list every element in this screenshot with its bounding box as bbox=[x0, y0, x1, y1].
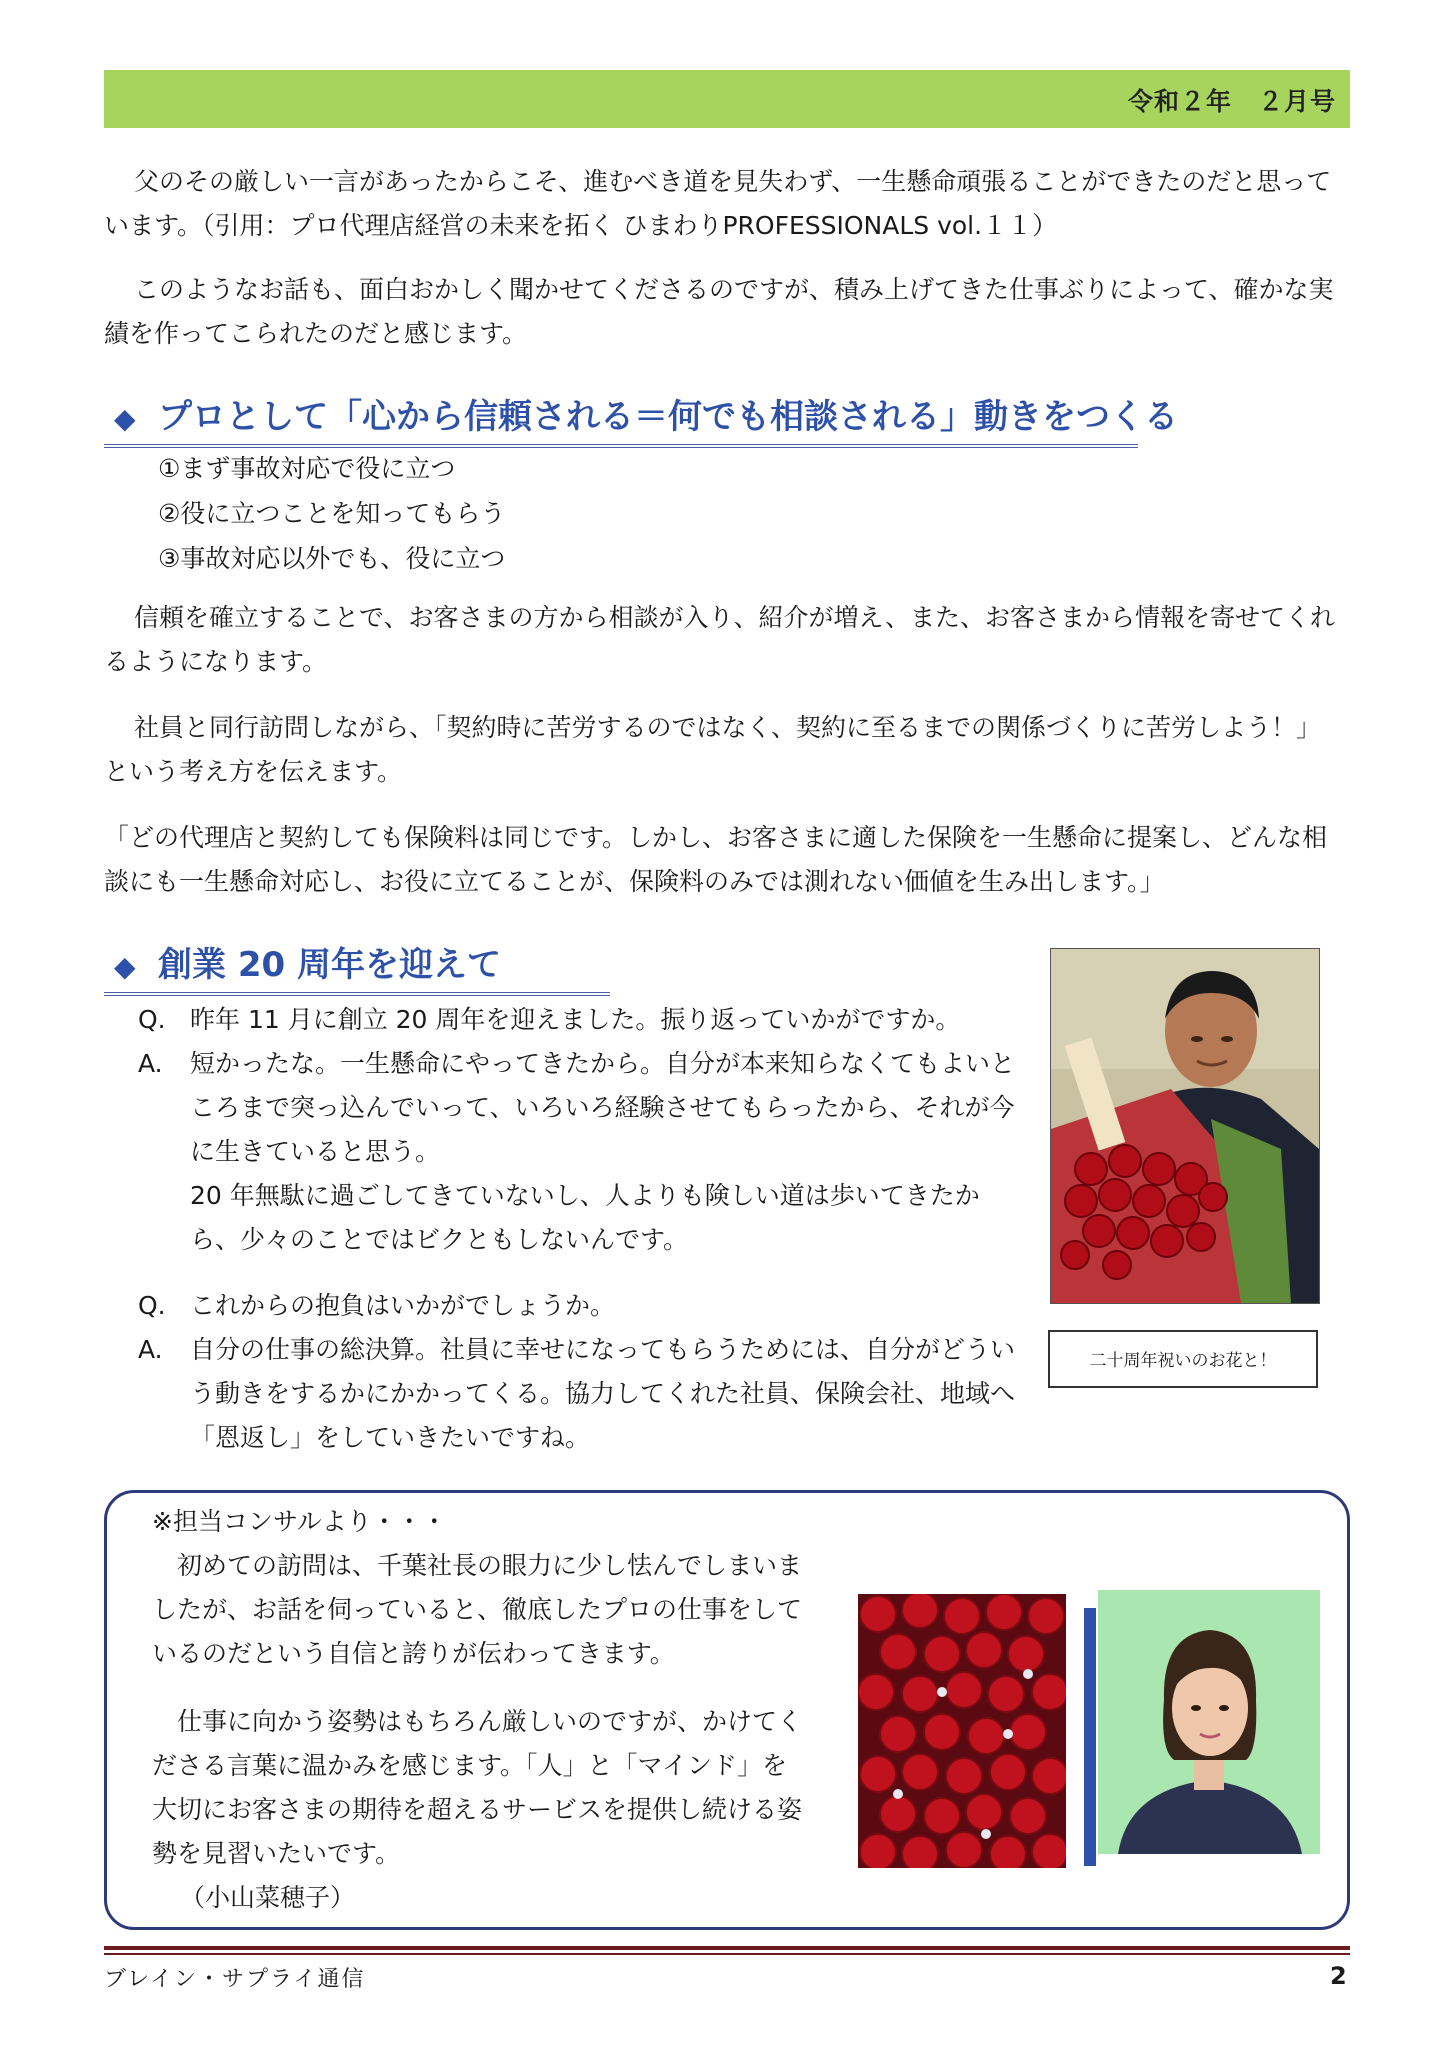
answer-text: 短かったな。一生懸命にやってきたから。自分が本来知らなくてもよいところまで突っ込んでいって、いろいろ経験させてもらったから、それが今に生きていると思う。 bbox=[190, 1049, 1016, 1166]
question-mark: Q. bbox=[138, 1005, 166, 1034]
section-heading-trust bbox=[104, 392, 1178, 448]
photo-border-accent bbox=[1084, 1608, 1096, 1866]
header-bar bbox=[104, 70, 1350, 128]
interview-qa bbox=[138, 998, 1018, 1460]
photo-caption: 二十周年祝いのお花と！ bbox=[1048, 1330, 1318, 1388]
list-item: ③事故対応以外でも、役に立つ bbox=[158, 544, 506, 573]
question-text: これからの抱負はいかがでしょうか。 bbox=[190, 1291, 616, 1320]
roses-photo bbox=[858, 1594, 1066, 1868]
consultant-signature: （小山菜穂子） bbox=[180, 1883, 356, 1912]
paragraph-father-quote: 父のその厳しい一言があったからこそ、進むべき道を見失わず、一生懸命頑張ることができたのだと思っています。（引用：プロ代理店経営の未来を拓く ひまわりPROFESSIONALS vol.１１） bbox=[104, 167, 1332, 240]
answer-row bbox=[138, 1328, 1018, 1460]
list-item: ①まず事故対応で役に立つ bbox=[158, 454, 456, 483]
consultant-photo bbox=[1098, 1590, 1320, 1854]
question-row bbox=[138, 1284, 1018, 1328]
issue-date: 令和２年 ２月号 bbox=[1127, 87, 1336, 116]
consultant-heading: ※担当コンサルより・・・ bbox=[152, 1507, 447, 1536]
trust-steps-list bbox=[158, 446, 505, 581]
question-text: 昨年 11 月に創立 20 周年を迎えました。振り返っていかがですか。 bbox=[190, 1005, 961, 1034]
answer-mark: A. bbox=[138, 1335, 163, 1364]
list-item: ②役に立つことを知ってもらう bbox=[158, 499, 506, 528]
publication-name: ブレイン・サプライ通信 bbox=[104, 1967, 366, 1992]
page-number: 2 bbox=[1330, 1962, 1347, 1990]
answer-text: 自分の仕事の総決算。社員に幸せになってもらうためには、自分がどういう動きをするかにかかってくる。協力してくれた社員、保険会社、地域へ「恩返し」をしていきたいですね。 bbox=[190, 1335, 1016, 1452]
question-row bbox=[138, 998, 1018, 1042]
consultant-paragraph: 初めての訪問は、千葉社長の眼力に少し怯んでしまいましたが、お話を伺っていると、徹底したプロの仕事をしているのだという自信と誇りが伝わってきます。 bbox=[152, 1551, 803, 1668]
diamond-bullet-icon: ◆ bbox=[114, 950, 136, 983]
consultant-paragraph: 仕事に向かう姿勢はもちろん厳しいのですが、かけてくださる言葉に温かみを感じます。「人」と「マインド」を大切にお客さまの期待を超えるサービスを提供し続ける姿勢を見習いたいです。 bbox=[152, 1707, 803, 1868]
answer-row bbox=[138, 1042, 1018, 1174]
question-mark: Q. bbox=[138, 1291, 166, 1320]
answer-row bbox=[138, 1174, 1018, 1262]
paragraph-relationship: 社員と同行訪問しながら、「契約時に苦労するのではなく、契約に至るまでの関係づくりに苦労しよう！」という考え方を伝えます。 bbox=[104, 713, 1322, 786]
section-heading-anniversary bbox=[104, 940, 610, 996]
ceo-with-bouquet-illustration bbox=[1051, 949, 1319, 1303]
red-roses-illustration bbox=[858, 1594, 1066, 1868]
diamond-bullet-icon: ◆ bbox=[114, 402, 136, 435]
answer-mark: A. bbox=[138, 1049, 163, 1078]
consultant-portrait-illustration bbox=[1098, 1590, 1320, 1854]
section-title: プロとして「心から信頼される＝何でも相談される」動きをつくる bbox=[158, 397, 1178, 437]
footer-rule bbox=[104, 1953, 1350, 1955]
footer-rule bbox=[104, 1946, 1350, 1950]
paragraph-value-quote: 「どの代理店と契約しても保険料は同じです。しかし、お客さまに適した保険を一生懸命に提案し、どんな相談にも一生懸命対応し、お役に立てることが、保険料のみでは測れない価値を生み出します。」 bbox=[104, 823, 1328, 896]
ceo-photo bbox=[1050, 948, 1320, 1304]
section-title: 創業 20 周年を迎えて bbox=[158, 945, 501, 985]
paragraph-trust: 信頼を確立することで、お客さまの方から相談が入り、紹介が増え、また、お客さまから情報を寄せてくれるようになります。 bbox=[104, 603, 1336, 676]
paragraph-achievements: このようなお話も、面白おかしく聞かせてくださるのですが、積み上げてきた仕事ぶりによって、確かな実績を作ってこられたのだと感じます。 bbox=[104, 275, 1334, 348]
answer-text: 20 年無駄に過ごしてきていないし、人よりも険しい道は歩いてきたから、少々のことではビクともしないんです。 bbox=[190, 1181, 980, 1254]
